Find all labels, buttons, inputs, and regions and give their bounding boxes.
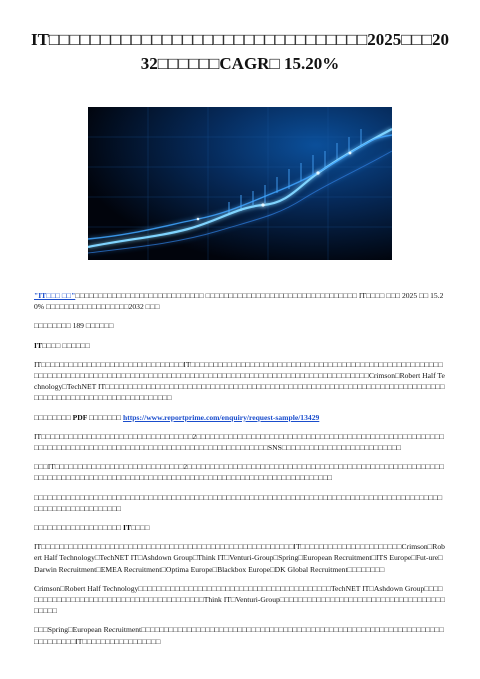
trend-paragraph: IT□□□□□□□□□□□□□□□□□□□□□□□□□□□□□□□□□2□□□□□□□□□□□□□□□□□□□□□□□□□□□□□□□□□□□□□□□□□□□□□□□□□□□□□□□□□□□□□□□□□□□□□□□□□□□□□□□□□□□□□□□□□□□□□□□□□□□□□□□□□SNS□□□□□□□□□□□□□□□□□□□□□□□□□□ xyxy=(34,431,445,453)
intro-paragraph xyxy=(34,290,446,312)
summary-paragraph: □□□□□□□□□□□□□□□□□□□□□□□□□□□□□□□□□□□□□□□□□□□□□□□□□□□□□□□□□□□□□□□□□□□□□□□□□□□□□□□□□□□□□□□□□□□□□□□□□□□□□□□□□□□□ xyxy=(34,492,443,513)
sample-request xyxy=(34,412,446,423)
intro-link[interactable]: "IT□□□ □□" xyxy=(34,291,76,300)
overview-paragraph: IT□□□□□□□□□□□□□□□□□□□□□□□□□□□□□□□IT□□□□□□□□□□□□□□□□□□□□□□□□□□□□□□□□□□□□□□□□□□□□□□□□□□□□□□□□□□□□□□□□□□□□□□□□□□□□□□□□□□□□□□□□□□□□□□□□□□□□□□□□□□□□□□□□□□□□□□□□□□□□□□□□Crimson□Robert Half Technology□TechNET IT□□□□□□□□□□□□□□□□□□□□□□□□□□□□□□□□□□□□□□□□□□□□□□□□□□□□□□□□□□□□□□□□□□□□□□□□□□□□□□□□□□□□□□□□□□□□□□□□□□□□□□□□ xyxy=(34,359,445,403)
glowing-growth-chart-image xyxy=(88,107,392,260)
players-extra-paragraph: □□□Spring□European Recruitment□□□□□□□□□□□□□□□□□□□□□□□□□□□□□□□□□□□□□□□□□□□□□□□□□□□□□□□□□□□□□□□□□□□□□□□□□□□IT□□□□□□□□□□□□□□□□□ xyxy=(34,625,444,646)
players-paragraph: IT□□□□□□□□□□□□□□□□□□□□□□□□□□□□□□□□□□□□□□□□□□□□□□□□□□□□□□□IT□□□□□□□□□□□□□□□□□□□□□□Crimson□Robert Half Technology□TechNET IT□Ashdown Group□Think IT□Venturi-Group□Spring□European Recruitment□ITS Europe□Fut-ure□Darwin Recruitment□EMEA Recruitment□Optima Europe□Blackbox Europe□DK Global Recruitment□□□□□□□□ xyxy=(34,542,445,574)
sample-link[interactable]: https://www.reportprime.com/enquiry/request-sample/13429 xyxy=(122,412,320,422)
players-detail-paragraph: Crimson□Robert Half Technology□□□□□□□□□□□□□□□□□□□□□□□□□□□□□□□□□□□□□□□□□□TechNET IT□Ashdown Group□□□□□□□□□□□□□□□□□□□□□□□□□□□□□□□□□□□□□□□□□Think IT□Venturi-Group□□□□□□□□□□□□□□□□□□□□□□□□□□□□□□□□□□□□□□□□□ xyxy=(34,583,445,616)
section-heading: IT□□□□ □□□□□□ xyxy=(34,340,90,350)
hero-image xyxy=(88,107,392,260)
sample-label: □□□□□□□□ PDF □□□□□□□ xyxy=(34,412,122,422)
intro-text: □□□□□□□□□□□□□□□□□□□□□□□□□□□□ □□□□□□□□□□□□□□□□□□□□□□□□□□□□□□□□□ IT□□□□ □□□ 2025 □□ 15.20% □□□□□□□□□□□□□□□□□□2032 □□□ xyxy=(34,291,444,312)
growth-paragraph: □□□IT□□□□□□□□□□□□□□□□□□□□□□□□□□□□2□□□□□□□□□□□□□□□□□□□□□□□□□□□□□□□□□□□□□□□□□□□□□□□□□□□□□□□□□□□□□□□□□□□□□□□□□□□□□□□□□□□□□□□□□□□□□□□□□□□□□□□□□□□□□□□□□□□□□□□□□ xyxy=(34,462,445,483)
pages-count: □□□□□□□□ 189 □□□□□□ xyxy=(34,321,114,331)
article-body xyxy=(34,290,446,655)
players-heading: □□□□□□□□□□□□□□□□□□□ IT□□□□ xyxy=(34,523,150,533)
page-title: IT□□□□□□□□□□□□□□□□□□□□□□□□□□□□□□□2025□□□2032□□□□□□CAGR□ 15.20% xyxy=(30,30,450,73)
